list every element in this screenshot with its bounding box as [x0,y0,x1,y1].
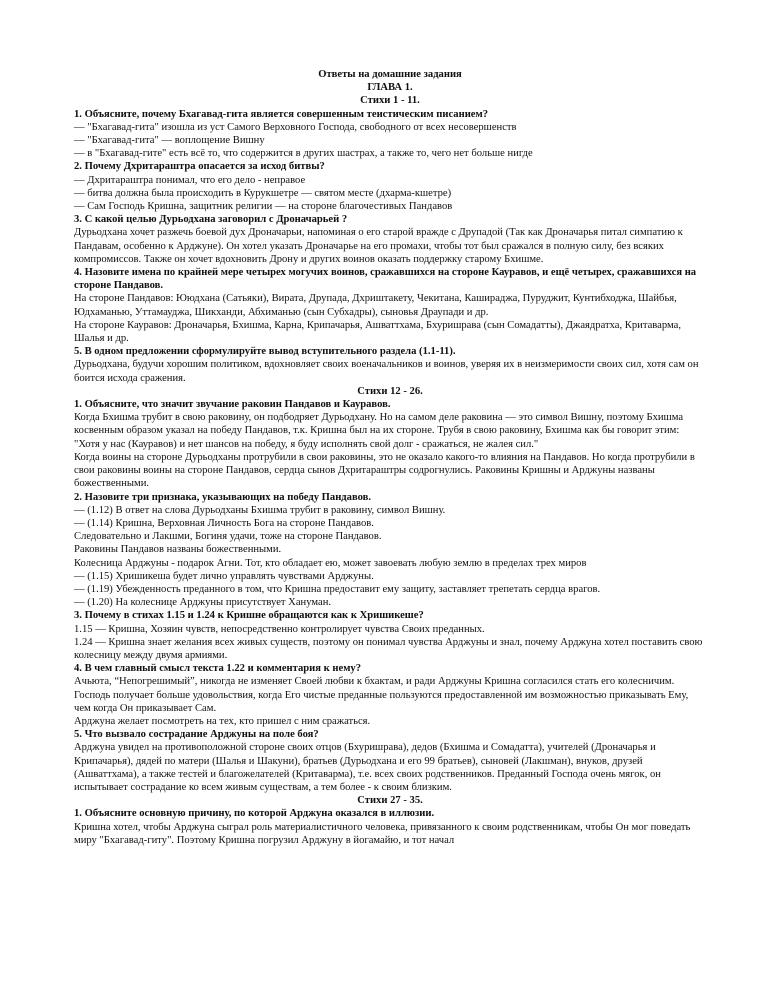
answer-paragraph: Раковины Пандавов названы божественными. [74,544,282,556]
answer-paragraph: — Дхритараштра понимал, что его дело - неправое [74,174,306,186]
answer-paragraph: На стороне Пандавов: Ююдхана (Сатьяки), Вирата, Друпада, Дхриштакету, Чекитана, Кашираджа, Пуруджит, Кунтибходжа, Шайбья, Юдхаманью, Уттамауджа, Шикханди, Абхиманью (сын Субхадры), сыновья Драупади и др. [74,293,677,318]
answer-paragraph: Следовательно и Лакшми, Богиня удачи, тоже на стороне Пандавов. [74,531,382,543]
section-heading: ГЛАВА 1. [367,82,413,94]
question-text: 4. В чем главный смысл текста 1.22 и комментария к нему? [74,663,362,675]
answer-paragraph: — (1.14) Кришна, Верховная Личность Бога на стороне Пандавов. [74,517,374,529]
section-heading: Ответы на домашние задания [318,69,462,80]
answer-paragraph: — в "Бхагавад-гите" есть всё то, что содержится в других шастрах, а также то, чего нет больше нигде [74,148,533,160]
document-page [74,68,706,847]
answer-paragraph: Когда воины на стороне Дурьодханы протрубили в свои раковины, это не оказало какого-то влияния на Пандавов. Но когда протрубили в свои раковины воины на стороне Пандавов, сердца сынов Дхритараштры содрогнулись. Раковины Кришны и Арджуны названы божественными. [74,451,695,490]
answer-paragraph: Дурьодхана, будучи хорошим политиком, вдохновляет своих военачальников и воинов, уверяя их в неизмеримости своих сил, хотя сам он боится исхода сражения. [74,359,699,384]
question-text: 2. Назовите три признака, указывающих на победу Пандавов. [74,491,372,503]
question-text: 1. Объясните, что значит звучание раковин Пандавов и Кауравов. [74,399,391,411]
answer-paragraph: Колесница Арджуны - подарок Агни. Тот, кто обладает ею, может завоевать любую землю в пределах трех миров [74,557,587,569]
question-text: 1. Объясните, почему Бхагавад-гита является совершенным теистическим писанием? [74,108,489,120]
section-heading: Стихи 27 - 35. [357,795,423,807]
section-heading: Стихи 12 - 26. [357,385,423,397]
answer-paragraph: — битва должна была происходить в Курукшетре — святом месте (дхарма-кшетре) [74,187,452,199]
question-text: 4. Назовите имена по крайней мере четырех могучих воинов, сражавшихся на стороне Кауравов, и ещё четырех, сражавшихся на стороне Пандавов. [74,267,697,292]
answer-paragraph: Дурьодхана хочет разжечь боевой дух Дроначарьи, напоминая о его старой вражде с Друпадой (Так как Дроначарья питал симпатию к Пандавам, особенно к Арджуне). Он хотел указать Дроначарье на его промахи, чтобы тот был сражался в полную силу, без всяких компромиссов. Также он хочет вдохновить Дрону и других воинов оказать поддержку старому Бхишме. [74,227,683,265]
question-text: 3. С какой целью Дурьодхана заговорил с Дроначарьей ? [74,214,348,226]
answer-paragraph: Арджуна желает посмотреть на тех, кто пришел с ним сражаться. [74,715,371,727]
answer-paragraph: — (1.19) Убежденность преданного в том, что Кришна предоставит ему защиту, заставляет трепетать сердца врагов. [74,583,601,595]
answer-paragraph: 1.24 — Кришна знает желания всех живых существ, поэтому он понимал чувства Арджуны и знал, почему Арджуна хотел поставить свою колесницу между двумя армиями. [74,636,703,661]
answer-paragraph: — (1.12) В ответ на слова Дурьодханы Бхишма трубит в раковину, символ Вишну. [74,504,446,516]
answer-paragraph: Когда Бхишма трубит в свою раковину, он подбодряет Дурьодхану. Но на самом деле раковина — это символ Вишну, поэтому Бхишма косвенным образом указал на победу Пандавов, т.к. Кришна был на их стороне. Трубя в свою раковину, Бхишма как бы говорит этим: "Хотя у нас (Кауравов) и нет шансов на победу, я буду исполнять свой долг - сражаться, не жалея сил." [74,412,684,450]
question-text: 5. Что вызвало сострадание Арджуны на поле боя? [74,729,319,741]
answer-paragraph: 1.15 — Кришна, Хозяин чувств, непосредственно контролирует чувства Своих преданных. [74,623,485,635]
answer-paragraph: — "Бхагавад-гита" изошла из уст Самого Верховного Господа, свободного от всех несовершенств [74,121,517,133]
question-text: 2. Почему Дхритараштра опасается за исход битвы? [74,161,325,173]
answer-paragraph: — Сам Господь Кришна, защитник религии — на стороне благочестивых Пандавов [74,201,453,213]
question-text: 3. Почему в стихах 1.15 и 1.24 к Кришне обращаются как к Хришикеше? [74,610,424,622]
answer-paragraph: На стороне Кауравов: Дроначарья, Бхишма, Карна, Крипачарья, Ашваттхама, Бхуришрава (сын Сомадатты), Джаядратха, Критаварма, Шалья и др. [74,319,681,345]
section-heading: Стихи 1 - 11. [360,95,420,107]
answer-paragraph: Арджуна увидел на противоположной стороне своих отцов (Бхуришрава), дедов (Бхишма и Сомадатта), учителей (Дроначарья и Крипачарья), дядей по матери (Шалья и Шакуни), братьев (Дурьодхана и его 99 братьев), сыновей (Лакшман), внуков, друзей (Ашваттхама), а также тестей и благожелателей (Критаварма), т.е. всех своих родственников. Преданный Господа очень мягок, он испытывает сострадание ко всем живым существам, а тем более - к своим близким. [74,742,661,793]
question-text: 1. Объясните основную причину, по которой Арджуна оказался в иллюзии. [74,808,435,820]
question-text: 5. В одном предложении сформулируйте вывод вступительного раздела (1.1-11). [74,346,456,358]
answer-paragraph: — (1.15) Хришикеша будет лично управлять чувствами Арджуны. [74,570,374,582]
answer-paragraph: Ачьюта, “Непогрешимый”, никогда не изменяет Своей любви к бхактам, и ради Арджуны Кришна согласился стать его колесничим. Господь получает больше удовольствия, когда Его чистые преданные пользуются предоставленной им возможностью приказывать Ему, чем когда Он приказывает Сам. [74,676,689,714]
answer-paragraph: Кришна хотел, чтобы Арджуна сыграл роль материалистичного человека, привязанного к своим родственникам, чтобы Он мог поведать миру "Бхагавад-гиту". Поэтому Кришна погрузил Арджуну в йогамайю, и тот начал [74,821,691,846]
answer-paragraph: — "Бхагавад-гита" — воплощение Вишну [74,135,265,147]
answer-paragraph: — (1.20) На колеснице Арджуны присутствует Хануман. [74,597,332,609]
